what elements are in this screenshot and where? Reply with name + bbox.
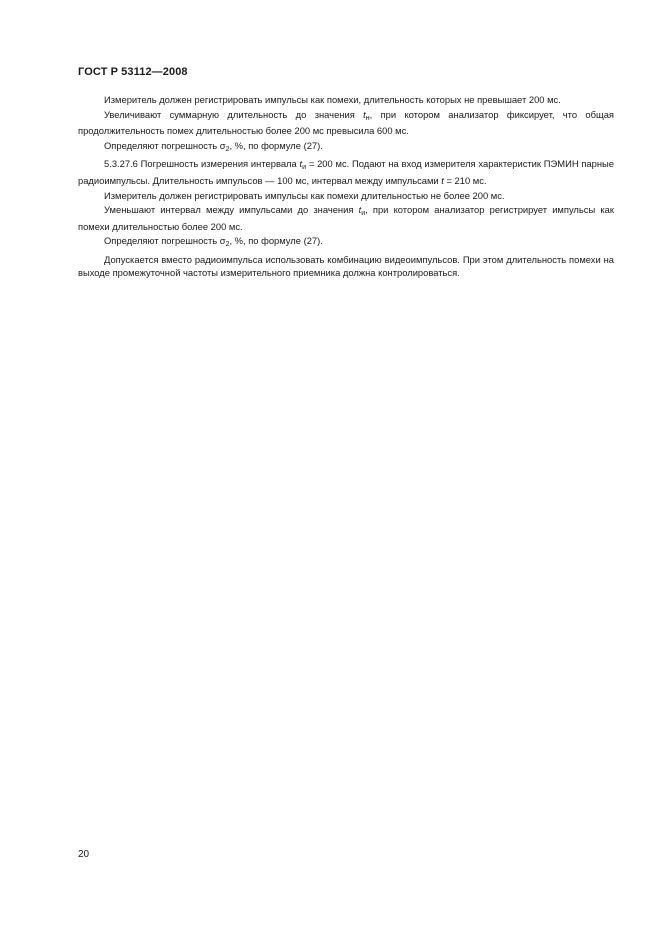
paragraph-3-text-b: , %, по формуле (27). — [229, 139, 323, 151]
paragraph-6 — [78, 204, 614, 233]
variable-t: t — [358, 204, 362, 216]
variable-t: t — [441, 174, 444, 186]
paragraph-8: Допускается вместо радиоимпульса использовать комбинацию видеоимпульсов. При этом длительность помехи на выходе промежуточной частоты измерительного приемника должна контролироваться. — [78, 253, 614, 278]
paragraph-3-text-a: Определяют погрешность — [104, 139, 220, 151]
paragraph-7 — [78, 235, 614, 252]
paragraph-7-text-b: , %, по формуле (27). — [229, 235, 323, 247]
paragraph-2 — [78, 109, 614, 138]
variable-sigma: σ — [219, 235, 226, 247]
document-body — [78, 94, 614, 279]
page-number: 20 — [78, 849, 90, 860]
paragraph-4-text-b: = 200 мс. Подают на вход измерителя характеристик ПЭМИН парные радиоимпульсы. Длительность импульсов — 100 мс, интервал между импульсами — [78, 158, 615, 186]
variable-subscript: и — [302, 164, 307, 172]
paragraph-5: Измеритель должен регистрировать импульсы как помехи длительностью не более 200 мс. — [104, 189, 505, 201]
paragraph-1: Измеритель должен регистрировать импульсы как помехи, длительность которых не превышает 200 мс. — [104, 94, 561, 105]
paragraph-3 — [78, 140, 614, 157]
paragraph-6-text-a: Уменьшают интервал между импульсами до значения — [104, 204, 359, 216]
paragraph-7-text-a: Определяют погрешность — [104, 235, 220, 247]
variable-sigma: σ — [219, 139, 226, 151]
document-header: ГОСТ Р 53112—2008 — [78, 66, 188, 78]
paragraph-4 — [78, 158, 614, 187]
variable-t: t — [363, 108, 366, 120]
variable-subscript: н — [365, 114, 370, 122]
paragraph-2-text-a: Увеличивают суммарную длительность до значения — [104, 108, 364, 120]
variable-t: t — [299, 158, 303, 170]
variable-subscript: 2 — [225, 241, 230, 249]
paragraph-6-text-b: , при котором анализатор регистрирует импульсы как помехи длительностью более 200 мс. — [78, 204, 614, 232]
paragraph-2-text-b: , при котором анализатор фиксирует, что общая продолжительность помех длительностью более 200 мс превысила 600 мс. — [78, 108, 615, 137]
variable-subscript: и — [361, 210, 366, 218]
variable-subscript: 2 — [225, 145, 230, 153]
paragraph-4-text-c: = 210 мс. — [443, 174, 487, 186]
paragraph-4-text-a: 5.3.27.6 Погрешность измерения интервала — [104, 158, 300, 170]
